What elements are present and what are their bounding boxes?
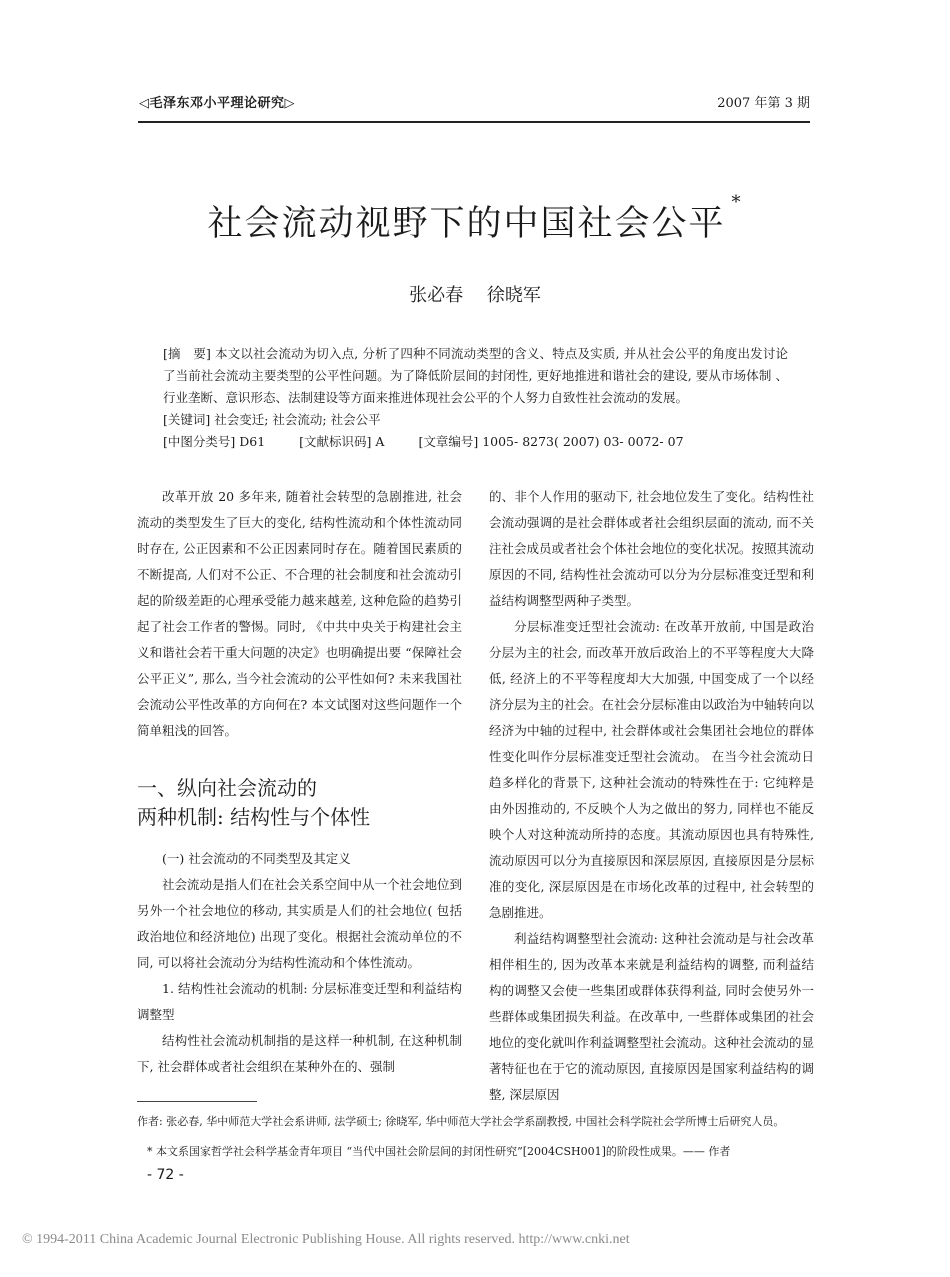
clc-label: [中图分类号] — [163, 434, 236, 449]
article-title-text: 社会流动视野下的中国社会公平 — [207, 204, 726, 244]
intro-paragraph: 改革开放 20 多年来, 随着社会转型的急剧推进, 社会流动的类型发生了巨大的变化, 结构性流动和个体性流动同时存在, 公正因素和不公正因素同时存在。随着国民素质的不断提高, 人们对不公正、不合理的社会制度和社会流动引起的阶级差距的心理承受能力越来越差, 这种危险的趋势引起了社会工作者的警惕。同时, 《中共中央关于构建社会主义和谐社会若干重大问题的决定》也明确提出要 “保障社会公平正义”, 那么, 当今社会流动的公平性如何? 未来我国社会流动公平性改革的方向何在? 本文试图对这些问题作一个简单粗浅的回答。 — [137, 489, 462, 738]
right-column — [489, 484, 814, 1108]
keywords-text: 社会变迁; 社会流动; 社会公平 — [214, 412, 381, 427]
author-name: 徐晓军 — [486, 285, 541, 306]
header-rule — [138, 121, 810, 123]
author-list — [0, 281, 950, 307]
doc-code-value: A — [375, 434, 385, 449]
doc-code-label: [文献标识码] — [299, 434, 372, 449]
abstract-block — [163, 343, 788, 453]
copyright-notice: © 1994-2011 China Academic Journal Electronic Publishing House. All rights reserved. http://www.cnki.net — [22, 1232, 630, 1247]
page-number: - 72 - — [147, 1167, 184, 1183]
title-footnote-mark: * — [731, 192, 743, 213]
article-number-label: [文章编号] — [418, 434, 479, 449]
subsection-heading: (一) 社会流动的不同类型及其定义 — [162, 851, 351, 866]
body-paragraph: 利益结构调整型社会流动: 这种社会流动是与社会改革相伴相生的, 因为改革本来就是利益结构的调整, 而利益结构的调整又会使一些集团或群体获得利益, 同时会使另外一些群体或集团损失利益。在改革中, 一些群体或集团的社会地位的变化就叫作利益调整型社会流动。这种社会流动的显著特征也在于它的流动原因, 直接原因是国家利益结构的调整, 深层原因 — [489, 931, 815, 1102]
article-number-value: 1005- 8273( 2007) 03- 0072- 07 — [482, 434, 684, 449]
classification-line — [163, 431, 788, 453]
left-column — [137, 484, 462, 1080]
body-paragraph: 社会流动是指人们在社会关系空间中从一个社会地位到另外一个社会地位的移动, 其实质是人们的社会地位( 包括政治地位和经济地位) 出现了变化。根据社会流动单位的不同, 可以将社会流动分为结构性流动和个体性流动。 — [137, 877, 463, 970]
author-name: 张必春 — [409, 285, 464, 306]
section-heading-line-2: 两种机制: 结构性与个体性 — [137, 805, 371, 829]
author-footnote: 作者: 张必春, 华中师范大学社会系讲师, 法学硕士; 徐晓军, 华中师范大学社会学系副教授, 中国社会科学院社会学所博士后研究人员。 — [137, 1115, 785, 1128]
abstract-label: [摘 要] — [163, 346, 211, 361]
keywords-line — [163, 409, 788, 431]
section-heading-line-1: 一、纵向社会流动的 — [137, 776, 317, 800]
abstract-paragraph — [163, 343, 788, 409]
body-paragraph: 分层标准变迁型社会流动: 在改革开放前, 中国是政治分层为主的社会, 而改革开放后政治上的不平等程度大大降低, 经济上的不平等程度却大大加强, 中国变成了一个以经济分层为主的社会。在社会分层标准由以政治为中轴转向以经济为中轴的过程中, 社会群体或社会集团社会地位的群体性变化叫作分层标准变迁型社会流动。 在当今社会流动日趋多样化的背景下, 这种社会流动的特殊性在于: 它纯粹是由外因推动的, 不反映个人为之做出的努力, 同样也不能反映个人对这种流动所持的态度。其流动原因也具有特殊性, 流动原因可以分为直接原因和深层原因, 直接原因是分层标准的变化, 深层原因是在市场化改革的过程中, 社会转型的急剧推进。 — [489, 619, 815, 920]
clc-value: D61 — [239, 434, 266, 449]
item-heading: 1. 结构性社会流动的机制: 分层标准变迁型和利益结构调整型 — [137, 981, 462, 1022]
section-heading — [137, 774, 462, 832]
issue-label: 2007 年第 3 期 — [717, 96, 810, 111]
article-title — [0, 192, 950, 246]
body-paragraph: 结构性社会流动机制指的是这样一种机制, 在这种机制下, 社会群体或者社会组织在某种外在的、强制 — [137, 1033, 462, 1074]
keywords-label: [关键词] — [163, 412, 211, 427]
fund-footnote: * 本文系国家哲学社会科学基金青年项目 “当代中国社会阶层间的封闭性研究”[2004CSH001]的阶段性成果。—— 作者 — [147, 1145, 731, 1158]
abstract-text: 本文以社会流动为切入点, 分析了四种不同流动类型的含义、特点及实质, 并从社会公平的角度出发讨论了当前社会流动主要类型的公平性问题。为了降低阶层间的封闭性, 更好地推进和谐社会的建设, 要从市场体制 、行业垄断、意识形态、法制建设等方面来推进体现社会公平的个人努力自致性社会流动的发展。 — [163, 346, 788, 405]
footnote-rule — [137, 1101, 257, 1102]
journal-name: ◁毛泽东邓小平理论研究▷ — [139, 96, 295, 111]
body-paragraph: 的、非个人作用的驱动下, 社会地位发生了变化。结构性社会流动强调的是社会群体或者社会组织层面的流动, 而不关注社会成员或者社会个体社会地位的变化状况。按照其流动原因的不同, 结构性社会流动可以分为分层标准变迁型和利益结构调整型两种子类型。 — [489, 489, 815, 608]
